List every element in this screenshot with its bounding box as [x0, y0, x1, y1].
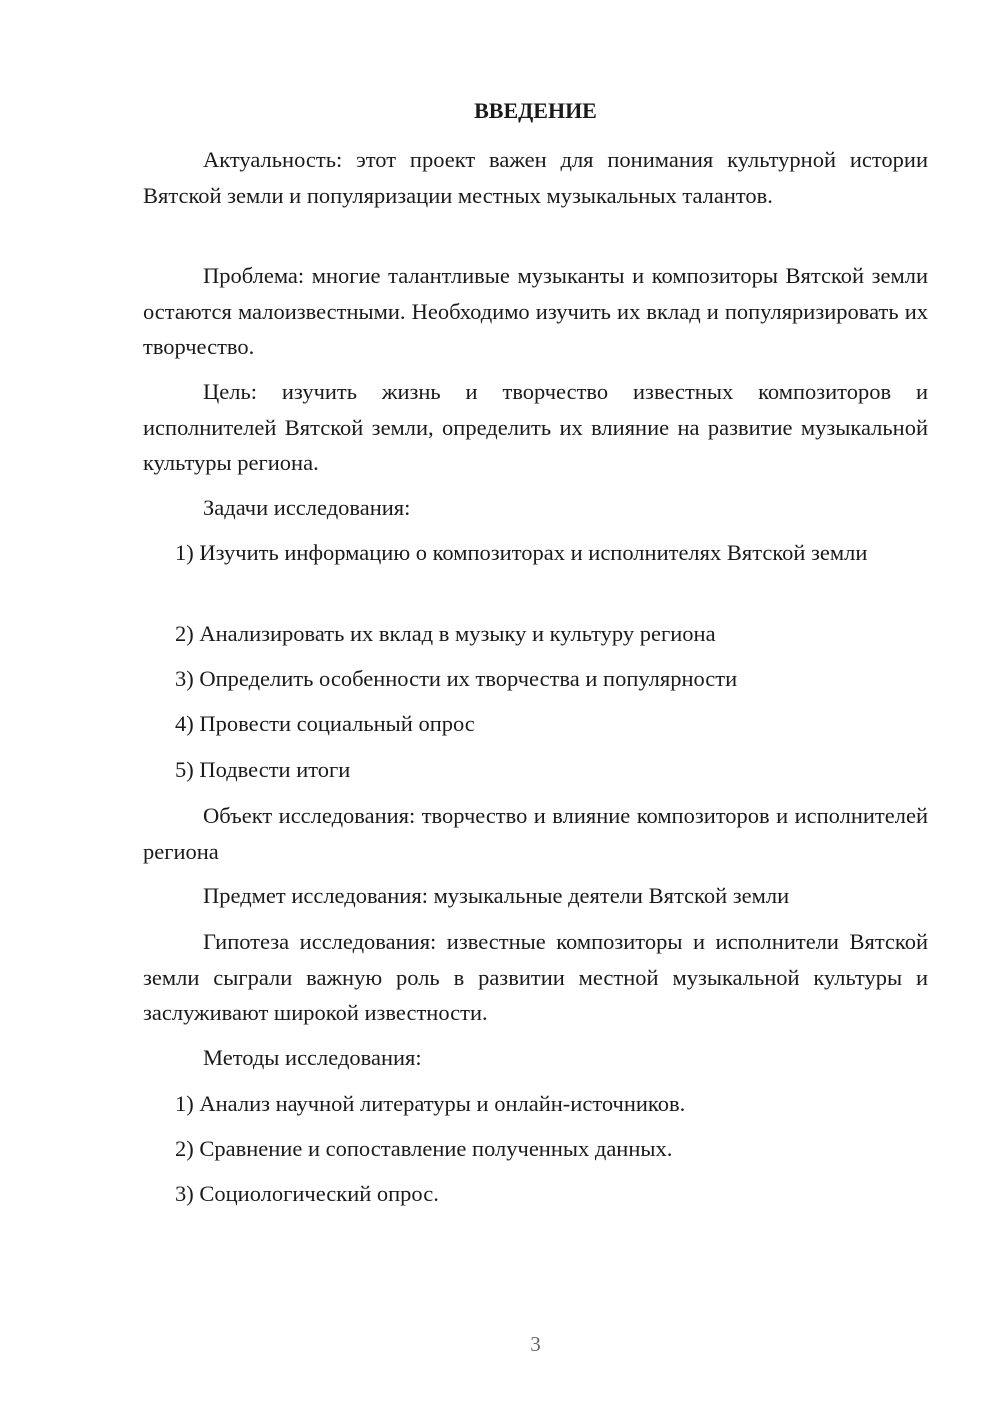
document-page [143, 0, 928, 1414]
task-item: 2) Анализировать их вклад в музыку и культуру региона [175, 621, 716, 646]
hypothesis-paragraph: Гипотеза исследования: известные композиторы и исполнители Вятской земли сыграли важную роль в развитии местной музыкальной культуры и заслуживают широкой известности. [143, 929, 928, 1025]
relevance-paragraph: Актуальность: этот проект важен для понимания культурной истории Вятской земли и популяризации местных музыкальных талантов. [143, 147, 928, 208]
task-item: 4) Провести социальный опрос [175, 711, 475, 736]
object-paragraph: Объект исследования: творчество и влияние композиторов и исполнителей региона [143, 803, 928, 864]
task-item: 3) Определить особенности их творчества и популярности [175, 666, 738, 691]
method-item: 1) Анализ научной литературы и онлайн-источников. [175, 1091, 686, 1116]
method-item: 3) Социологический опрос. [175, 1181, 439, 1206]
method-item: 2) Сравнение и сопоставление полученных данных. [175, 1136, 673, 1161]
page-number: 3 [530, 1332, 541, 1356]
problem-paragraph: Проблема: многие талантливые музыканты и композиторы Вятской земли остаются малоизвестными. Необходимо изучить их вклад и популяризировать их творчество. [143, 263, 928, 359]
tasks-heading: Задачи исследования: [203, 495, 411, 520]
task-item: 1) Изучить информацию о композиторах и исполнителях Вятской земли [175, 540, 868, 565]
goal-paragraph: Цель: изучить жизнь и творчество известных композиторов и исполнителей Вятской земли, определить их влияние на развитие музыкальной культуры региона. [143, 379, 928, 475]
task-item: 5) Подвести итоги [175, 757, 351, 782]
methods-heading: Методы исследования: [203, 1045, 422, 1070]
page-title: ВВЕДЕНИЕ [474, 98, 597, 123]
subject-paragraph: Предмет исследования: музыкальные деятели Вятской земли [203, 883, 790, 908]
